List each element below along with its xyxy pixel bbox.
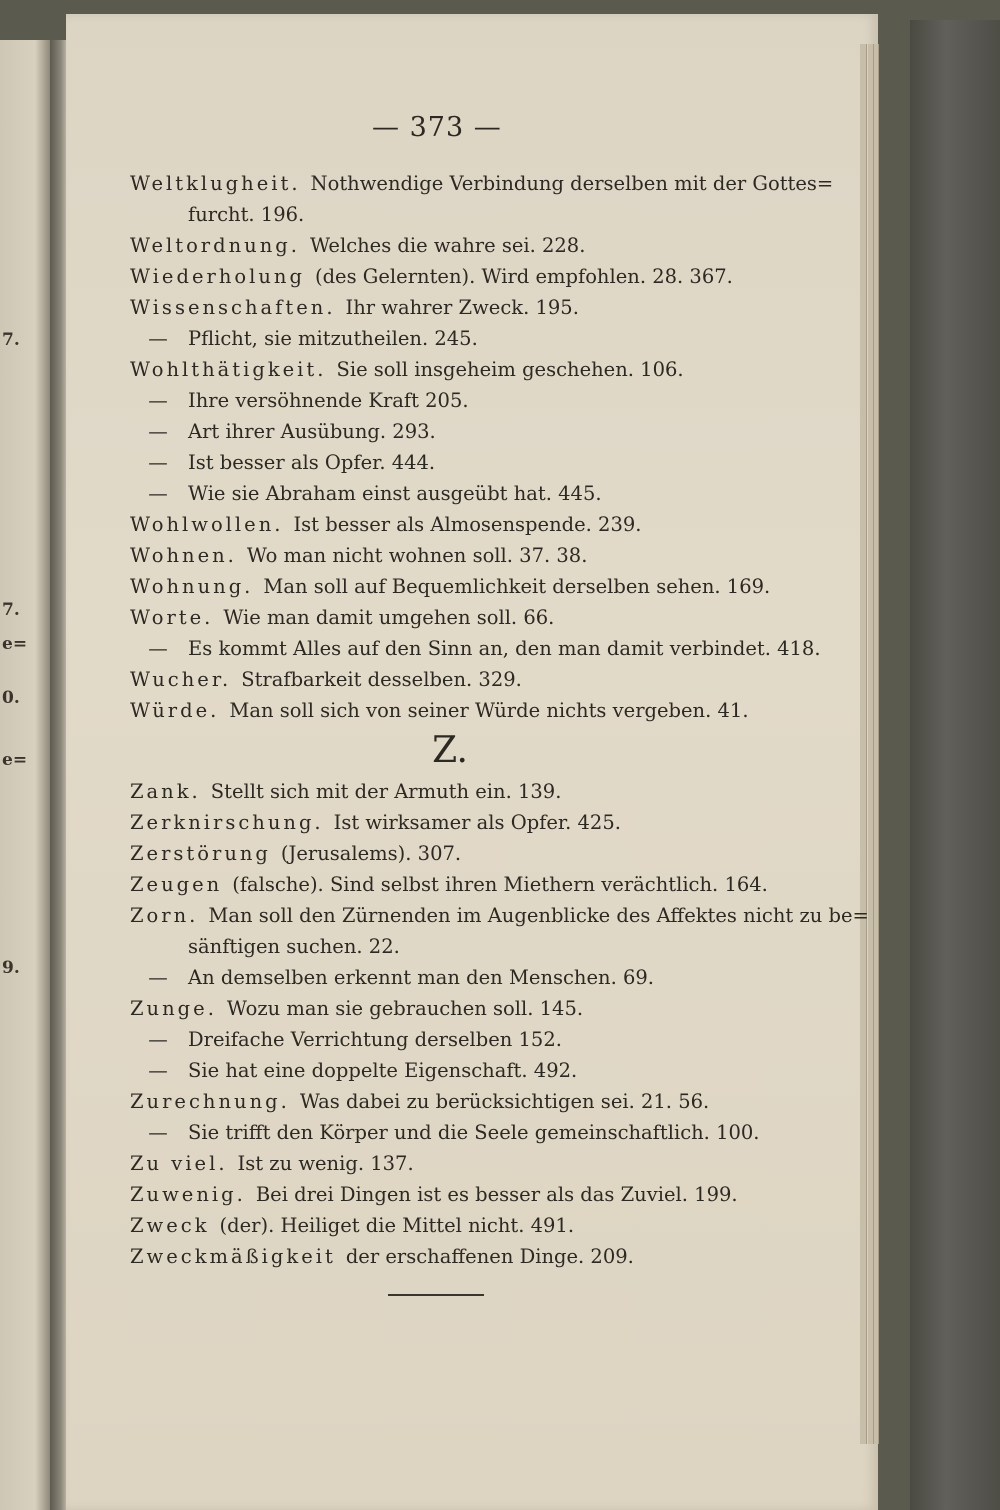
index-entries [130,168,869,1272]
entry-text: Wozu man sie gebrauchen soll. 145. [226,997,584,1020]
index-entry [130,838,810,869]
entry-text: Sie soll insgeheim geschehen. 106. [336,358,684,381]
entry-text: Wie sie Abraham einst ausgeübt hat. 445. [188,482,602,505]
facing-page-mark: e= [2,634,28,654]
entry-text: Art ihrer Ausübung. 293. [188,420,436,443]
facing-page-mark: 0. [2,688,20,708]
index-entry [130,323,810,354]
entry-text: An demselben erkennt man den Menschen. 69. [188,966,655,989]
index-section-z [130,776,869,1272]
entry-keyword: Wucher. [130,668,232,691]
entry-text: Ist besser als Opfer. 444. [188,451,436,474]
entry-text: Man soll den Zürnenden im Augenblicke des Affektes nicht zu be= [208,904,869,927]
entry-keyword: Zurechnung. [130,1090,290,1113]
entry-text: Ihr wahrer Zweck. 195. [345,296,579,319]
entry-keyword: Würde. [130,699,220,722]
entry-keyword: Wiederholung [130,265,305,288]
index-entry [130,1210,810,1241]
facing-page-mark: 7. [2,330,20,350]
index-entry [130,695,810,726]
index-entry [130,1086,810,1117]
entry-text: Wie man damit umgehen soll. 66. [223,606,555,629]
entry-keyword: Wohnung. [130,575,254,598]
page-edge [874,44,879,1444]
index-entry [130,1024,810,1055]
index-entry [130,230,810,261]
page-edge [860,44,867,1444]
index-entry [130,540,810,571]
index-entry [130,602,810,633]
entry-keyword: Wissenschaften. [130,296,336,319]
entry-continuation: sänftigen suchen. 22. [188,935,400,958]
index-entry [130,571,810,602]
entry-text: (der). Heiliget die Mittel nicht. 491. [219,1214,575,1237]
entry-continuation: furcht. 196. [188,203,305,226]
repeat-dash: — [148,1059,168,1082]
index-entry [130,633,821,664]
index-entry [130,900,869,962]
section-heading: Z. [432,730,468,771]
entry-text: Stellt sich mit der Armuth ein. 139. [210,780,562,803]
index-entry [130,416,810,447]
repeat-dash: — [148,451,168,474]
entry-keyword: Wohlwollen. [130,513,284,536]
index-entry [130,1055,810,1086]
index-entry [130,168,834,230]
entry-keyword: Zorn. [130,904,199,927]
entry-keyword: Worte. [130,606,214,629]
index-entry [130,1148,810,1179]
entry-text: Wo man nicht wohnen soll. 37. 38. [246,544,588,567]
entry-text: Strafbarkeit desselben. 329. [241,668,522,691]
entry-keyword: Zweck [130,1214,210,1237]
page-number: — 373 — [372,112,502,143]
index-entry [130,993,810,1024]
index-entry [130,509,810,540]
repeat-dash: — [148,420,168,443]
entry-text: (falsche). Sind selbst ihren Miethern verächtlich. 164. [232,873,768,896]
repeat-dash: — [148,389,168,412]
entry-text: Dreifache Verrichtung derselben 152. [188,1028,562,1051]
entry-text: (des Gelernten). Wird empfohlen. 28. 367. [314,265,733,288]
repeat-dash: — [148,482,168,505]
entry-keyword: Zuwenig. [130,1183,246,1206]
index-entry [130,447,810,478]
entry-text: Es kommt Alles auf den Sinn an, den man damit verbindet. 418. [188,637,821,660]
entry-text: Was dabei zu berücksichtigen sei. 21. 56. [299,1090,710,1113]
index-entry [130,385,810,416]
entry-text: Sie hat eine doppelte Eigenschaft. 492. [188,1059,578,1082]
facing-page-mark: e= [2,750,28,770]
repeat-dash: — [148,637,168,660]
facing-page-strip [0,40,50,1510]
book-cover [910,20,1000,1510]
entry-text: Man soll sich von seiner Würde nichts vergeben. 41. [229,699,749,722]
index-section-w [130,168,834,726]
index-entry [130,1179,810,1210]
index-entry [130,292,810,323]
entry-keyword: Zweckmäßigkeit [130,1245,336,1268]
entry-text: (Jerusalems). 307. [280,842,462,865]
repeat-dash: — [148,1121,168,1144]
entry-text: Bei drei Dingen ist es besser als das Zuviel. 199. [255,1183,738,1206]
entry-keyword: Weltordnung. [130,234,300,257]
entry-text: Nothwendige Verbindung derselben mit der Gottes= [310,172,834,195]
index-entry [130,869,810,900]
index-entry [130,776,810,807]
entry-text: Ist besser als Almosenspende. 239. [293,513,642,536]
index-entry [130,664,810,695]
entry-text: Pflicht, sie mitzutheilen. 245. [188,327,478,350]
index-entry [130,261,810,292]
repeat-dash: — [148,1028,168,1051]
index-entry [130,962,810,993]
index-entry [130,1241,810,1272]
index-entry [130,478,810,509]
entry-keyword: Zerknirschung. [130,811,324,834]
repeat-dash: — [148,327,168,350]
index-entry [130,354,810,385]
entry-text: Sie trifft den Körper und die Seele gemeinschaftlich. 100. [188,1121,760,1144]
entry-keyword: Wohlthätigkeit. [130,358,327,381]
entry-keyword: Zerstörung [130,842,271,865]
entry-keyword: Zeugen [130,873,223,896]
facing-page-mark: 9. [2,958,20,978]
entry-keyword: Zu viel. [130,1152,228,1175]
entry-keyword: Wohnen. [130,544,237,567]
repeat-dash: — [148,966,168,989]
index-entry [130,807,810,838]
facing-page-mark: 7. [2,600,20,620]
entry-text: Ist wirksamer als Opfer. 425. [333,811,621,834]
entry-text: Ihre versöhnende Kraft 205. [188,389,469,412]
entry-text: Man soll auf Bequemlichkeit derselben sehen. 169. [263,575,771,598]
entry-keyword: Zunge. [130,997,217,1020]
index-entry [130,1117,810,1148]
entry-keyword: Zank. [130,780,201,803]
end-rule [388,1294,484,1296]
entry-text: Welches die wahre sei. 228. [309,234,586,257]
entry-text: Ist zu wenig. 137. [237,1152,414,1175]
entry-keyword: Weltklugheit. [130,172,301,195]
entry-text: der erschaffenen Dinge. 209. [345,1245,634,1268]
